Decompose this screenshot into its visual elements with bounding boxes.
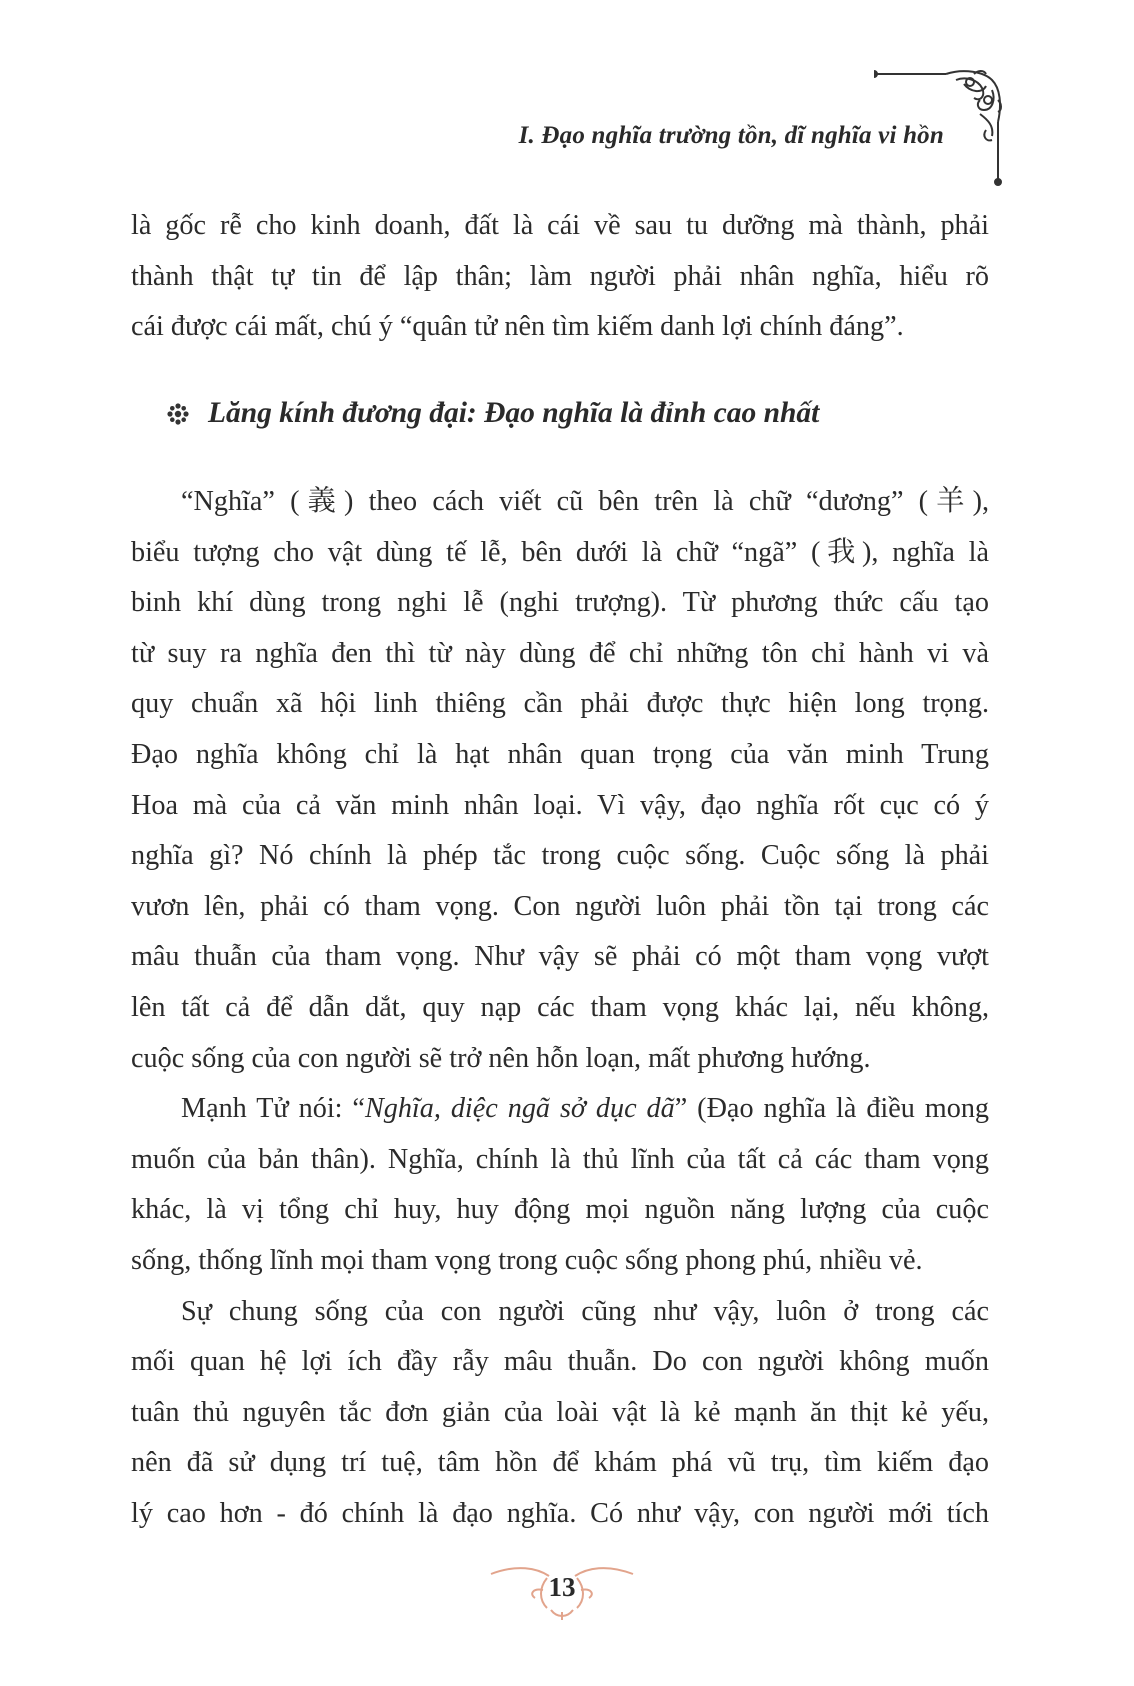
mencius-quote: Nghĩa, diệc ngã sở dục dã: [364, 1093, 675, 1125]
page-number: 13: [548, 1572, 576, 1602]
text-line: Sự chung sống của con người cũng như vậy, luôn ở trong các: [181, 1295, 989, 1327]
text-line: cuộc sống của con người sẽ trở nên hỗn loạn, mất phương hướng.: [131, 1042, 871, 1074]
text-line: Hoa mà của cả văn minh nhân loại. Vì vậy, đạo nghĩa rốt cục có ý: [131, 789, 989, 821]
page-number-block: [487, 1560, 637, 1620]
text-line: sống, thống lĩnh mọi tham vọng trong cuộc sống phong phú, nhiều vẻ.: [131, 1244, 923, 1276]
quote-prefix: Mạnh Tử nói: “: [181, 1093, 365, 1125]
text-line: muốn của bản thân). Nghĩa, chính là thủ lĩnh của tất cả các tham vọng: [131, 1143, 989, 1175]
text-line: thành thật tự tin để lập thân; làm người phải nhân nghĩa, hiểu rõ: [131, 260, 989, 292]
text-line: nên đã sử dụng trí tuệ, tâm hồn để khám phá vũ trụ, tìm kiếm đạo: [131, 1447, 989, 1479]
text-line: mối quan hệ lợi ích đầy rẫy mâu thuẫn. Do con người không muốn: [131, 1346, 989, 1378]
section-heading-text: Lăng kính đương đại: Đạo nghĩa là đỉnh cao nhất: [208, 397, 820, 429]
text-line: khác, là vị tổng chỉ huy, huy động mọi nguồn năng lượng của cuộc: [131, 1194, 989, 1226]
text-line: tuân thủ nguyên tắc đơn giản của loài vật là kẻ mạnh ăn thịt kẻ yếu,: [131, 1396, 989, 1428]
text-line: “Nghĩa” (義) theo cách viết cũ bên trên là chữ “dương” (羊),: [181, 486, 989, 517]
text-line: lý cao hơn - đó chính là đạo nghĩa. Có như vậy, con người mới tích: [131, 1497, 989, 1529]
text-line: biểu tượng cho vật dùng tế lễ, bên dưới là chữ “ngã” (我), nghĩa là: [131, 536, 989, 568]
quote-suffix: ” (Đạo nghĩa là điều mong: [674, 1093, 990, 1125]
text-line-with-quote: [131, 1084, 989, 1135]
running-header-title: I. Đạo nghĩa trường tồn, dĩ nghĩa vi hồn: [518, 122, 944, 149]
text-line: vươn lên, phải có tham vọng. Con người luôn phải tồn tại trong các: [131, 890, 989, 922]
section-heading: [166, 397, 819, 430]
text-line: mâu thuẫn của tham vọng. Như vậy sẽ phải có một tham vọng vượt: [131, 941, 989, 973]
text-line: Đạo nghĩa không chỉ là hạt nhân quan trọng của văn minh Trung: [131, 738, 989, 770]
text-line: quy chuẩn xã hội linh thiêng cần phải được thực hiện long trọng.: [131, 688, 989, 720]
text-line: là gốc rễ cho kinh doanh, đất là cái về sau tu dưỡng mà thành, phải: [131, 210, 989, 241]
text-line: cái được cái mất, chú ý “quân tử nên tìm kiếm danh lợi chính đáng”.: [131, 311, 904, 343]
text-line: từ suy ra nghĩa đen thì từ này dùng để chỉ những tôn chỉ hành vi và: [131, 637, 989, 669]
main-body: [131, 477, 989, 1539]
flower-bullet-icon: [166, 402, 190, 426]
text-line: lên tất cả để dẫn dắt, quy nạp các tham vọng khác lại, nếu không,: [131, 991, 989, 1023]
text-line: binh khí dùng trong nghi lễ (nghi trượng). Từ phương thức cấu tạo: [131, 587, 989, 619]
intro-paragraph: [131, 201, 989, 353]
text-line: nghĩa gì? Nó chính là phép tắc trong cuộc sống. Cuộc sống là phải: [131, 840, 989, 872]
